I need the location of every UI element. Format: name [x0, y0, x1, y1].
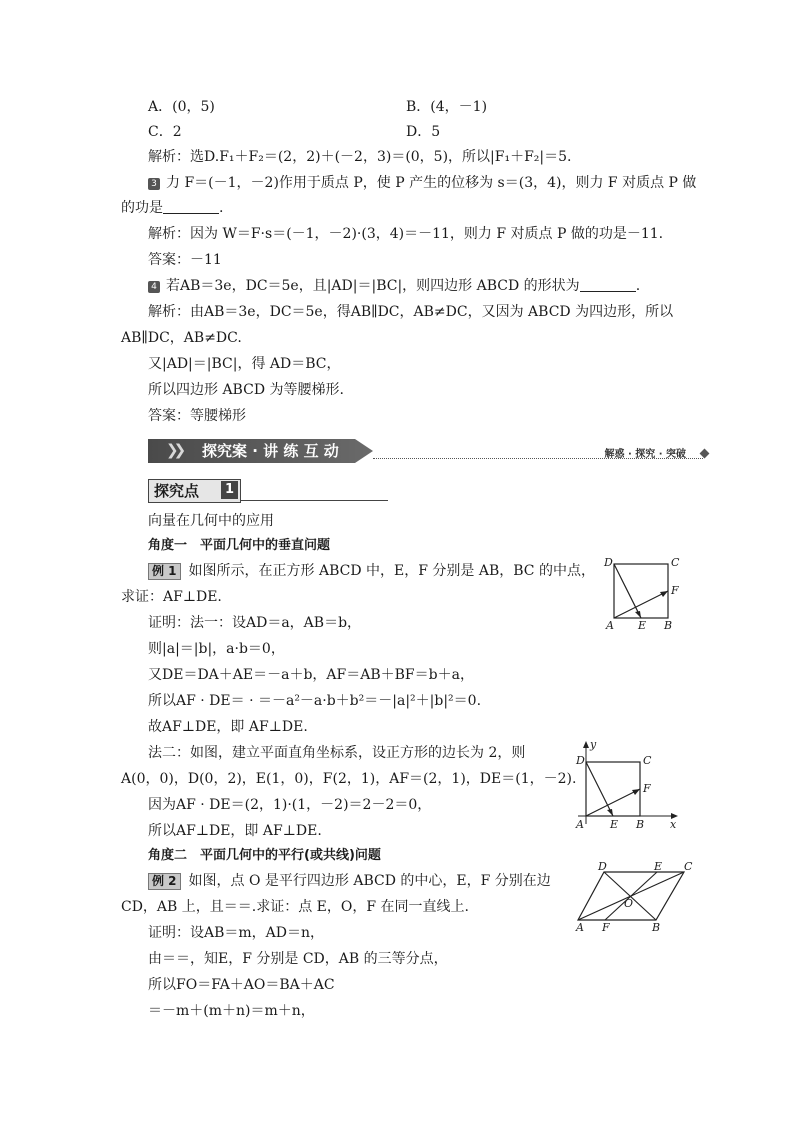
label-e: E [638, 619, 647, 632]
label-c: C [671, 556, 680, 569]
section-banner [148, 437, 708, 467]
example1-stem: 例 1 如图所示，在正方形 ABCD 中，E，F 分别是 AB，BC 的中点， [148, 561, 595, 581]
method2-line3: 因为AF · DE＝(2，1)·(1，－2)＝2－2＝0， [148, 797, 432, 813]
label-e: E [654, 860, 663, 873]
question-number-icon: 3 [148, 178, 160, 190]
label-b: B [636, 818, 645, 830]
q4-analysis-line1: 解析：由AB＝3e，DC＝5e，得AB∥DC，AB≠DC，又因为 ABCD 为四边形，所以 [148, 304, 674, 320]
option-a: A．(0，5) [148, 99, 215, 115]
figure-coordinate-square [574, 738, 686, 830]
q2-analysis: 解析：选D.F₁＋F₂＝(2，2)＋(－2，3)＝(0，5)，所以|F₁＋F₂|＝5. [148, 149, 572, 165]
proof2-line3: 所以FO＝FA＋AO＝BA＋AC [148, 977, 335, 993]
example2-stem: 例 2 如图，点 O 是平行四边形 ABCD 的中心，E，F 分别在边 [148, 871, 551, 891]
label-b: B [652, 921, 661, 934]
label-e: E [610, 818, 619, 830]
proof2-line1: 证明：设AB＝m，AD＝n， [148, 925, 325, 941]
diamond-icon [700, 449, 710, 459]
label-f: F [602, 921, 610, 934]
example-tag: 例 1 [148, 563, 181, 580]
option-d: D．5 [406, 124, 441, 140]
label-f: F [671, 584, 679, 597]
question-number-icon: 4 [148, 281, 160, 293]
label-c: C [684, 860, 693, 873]
angle2-title: 角度二 平面几何中的平行(或共线)问题 [148, 848, 381, 863]
q4-analysis-line4: 所以四边形 ABCD 为等腰梯形. [148, 382, 344, 398]
example2-stem-line2: CD，AB 上，且＝＝.求证：点 E，O，F 在同一直线上. [121, 899, 469, 915]
label-a: A [576, 921, 584, 934]
point-topic: 向量在几何中的应用 [148, 513, 274, 529]
label-y: y [590, 738, 597, 751]
figure-square-1 [600, 554, 692, 632]
q4-stem: 4 若AB＝3e，DC＝5e，且|AD|＝|BC|，则四边形 ABCD 的形状为 . [148, 276, 640, 296]
label-a: A [576, 818, 584, 830]
chevron-right-icon: ❯❯ [166, 441, 182, 459]
method2-line2: A(0，0)，D(0，2)，E(1，0)，F(2，1)，AF＝(2，1)，DE＝(1，－2). [121, 771, 577, 787]
example-tag: 例 2 [148, 873, 181, 890]
label-d: D [576, 754, 585, 767]
proof2-line4: ＝－m＋(m＋n)＝m＋n， [148, 1003, 315, 1019]
proof1-line2: 则|a|＝|b|，a·b＝0， [148, 641, 285, 657]
point-heading: 探究点 1 [148, 479, 241, 503]
answer-blank [163, 199, 219, 214]
label-o: O [624, 897, 634, 910]
point-number-badge: 1 [221, 481, 238, 499]
label-d: D [604, 556, 613, 569]
proof2-line2: 由＝＝，知E，F 分别是 CD，AB 的三等分点， [148, 951, 448, 967]
point-underline [240, 500, 388, 501]
angle1-title: 角度一 平面几何中的垂直问题 [148, 538, 331, 553]
proof1-line4: 所以AF · DE＝ · ＝－a²－a·b＋b²＝－|a|²＋|b|²＝0. [148, 693, 482, 709]
q3-answer: 答案：－11 [148, 252, 222, 268]
proof1-line5: 故AF⊥DE，即 AF⊥DE. [148, 719, 308, 735]
q4-analysis-line3: 又|AD|＝|BC|，得 AD＝BC， [148, 356, 341, 372]
q4-analysis-line2: AB∥DC，AB≠DC. [121, 330, 242, 346]
answer-blank [580, 277, 636, 292]
banner-title: 探究案 · 讲 练 互 动 [202, 442, 339, 460]
proof1-line1: 证明：法一：设AD＝a，AB＝b， [148, 615, 362, 631]
q4-answer: 答案：等腰梯形 [148, 408, 246, 424]
method2-line1: 法二：如图，建立平面直角坐标系，设正方形的边长为 2，则 [148, 745, 526, 761]
q3-analysis: 解析：因为 W＝F·s＝(－1，－2)·(3，4)＝－11，则力 F 对质点 P 做的功是－11. [148, 226, 664, 242]
figure-parallelogram [574, 860, 694, 934]
example1-stem-line2: 求证：AF⊥DE. [121, 589, 222, 605]
label-x: x [670, 818, 677, 830]
q3-stem-line2: 的功是 . [121, 200, 224, 216]
method2-line4: 所以AF⊥DE，即 AF⊥DE. [148, 823, 322, 839]
option-b: B．(4，－1) [406, 99, 488, 115]
proof1-line3: 又DE＝DA＋AE＝－a＋b，AF＝AB＋BF＝b＋a， [148, 667, 474, 683]
label-a: A [606, 619, 614, 632]
banner-subtitle: 解惑 · 探究 · 突破 [604, 449, 686, 460]
label-d: D [598, 860, 607, 873]
label-c: C [643, 754, 652, 767]
option-c: C．2 [148, 124, 182, 140]
label-f: F [643, 782, 651, 795]
q3-stem: 3 力 F＝(－1，－2)作用于质点 P，使 P 产生的位移为 s＝(3，4)，则力 F 对质点 P 做 [148, 173, 696, 193]
label-b: B [664, 619, 673, 632]
